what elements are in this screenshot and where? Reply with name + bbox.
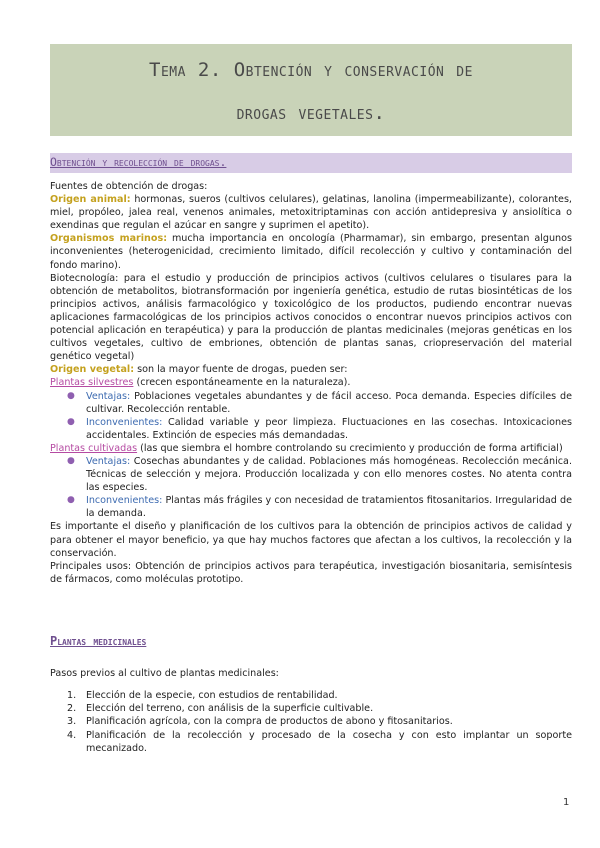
- list-item-text: Planificación agrícola, con la compra de productos de abono y fitosanitarios.: [86, 716, 453, 728]
- label-origen-vegetal: Origen vegetal:: [50, 364, 135, 376]
- list-item-label: Inconvenientes:: [86, 416, 163, 428]
- text-organismos-marinos: mucha importancia en oncología (Pharmamar), sin embargo, presentan algunos inconvenientes (heterogenicidad, crecimiento limitado, difícil recolección y cultivo y contaminación del fondo marino).: [50, 233, 572, 271]
- list-number: 3.: [67, 716, 77, 728]
- list-item: [67, 715, 572, 728]
- list-item-label: Ventajas:: [86, 390, 131, 402]
- list-item: [67, 494, 572, 520]
- bullet-icon: ●: [67, 455, 75, 466]
- paragraph-fuentes: Fuentes de obtención de drogas:: [50, 181, 208, 192]
- title-banner: [50, 44, 572, 136]
- bullet-icon: ●: [67, 495, 75, 506]
- list-item-text: Cosechas abundantes y de calidad. Poblaciones más homogéneas. Recolección mecánica. Técnicas de selección y mejora. Producción localizada y con ello menores costes. No atenta contra las especies.: [86, 455, 572, 494]
- list-item: [67, 390, 572, 416]
- page-title-line-1: Tema 2. Obtención y conservación de: [149, 59, 473, 81]
- list-cultivadas: [50, 455, 572, 520]
- paragraph-pasos-previos: Pasos previos al cultivo de plantas medicinales:: [50, 667, 279, 679]
- page-title-line-2: drogas vegetales.: [236, 102, 386, 124]
- label-plantas-cultivadas: Plantas cultivadas: [50, 442, 138, 454]
- page-number: 1: [563, 797, 570, 808]
- paragraph-organismos-marinos: [50, 232, 572, 271]
- section-heading-text: Obtención y recolección de drogas.: [50, 155, 227, 169]
- list-item-text: Poblaciones vegetales abundantes y de fácil acceso. Poca demanda. Especies difíciles de cultivar. Recolección rentable.: [86, 390, 572, 415]
- list-item: [67, 702, 572, 715]
- section-plantas-body: [50, 657, 572, 755]
- list-item: [67, 416, 572, 442]
- section-obtencion-body: [50, 180, 572, 586]
- paragraph-origen-vegetal: [50, 363, 572, 376]
- list-number: 2.: [67, 703, 77, 715]
- label-origen-animal: Origen animal:: [50, 194, 131, 206]
- paragraph-plantas-cultivadas: [50, 442, 572, 455]
- section-heading-obtencion: [50, 153, 572, 173]
- list-item: [67, 729, 572, 755]
- list-item: [67, 689, 572, 702]
- list-item-label: Ventajas:: [86, 455, 131, 467]
- paragraph-biotecnologia: Biotecnología: para el estudio y producción de principios activos (cultivos celulares o tisulares para la obtención de metabolitos, biotransformación por ingeniería genética, estudio de rutas biosintéticas de los principios activos, análisis farmacológico y toxicológico de los productos, pudiendo encontrar nuevas aplicaciones farmacológicas de los principios activos conocidos o encontrar nuevos principios activos con potencial aplicación en terapéutica) y para la producción de plantas medicinales (mejoras genéticas en los cultivos vegetales, cultivo de embriones, obtención de plantas sanas, criopreservación del material genético vegetal): [50, 272, 572, 363]
- list-pasos: [50, 689, 572, 754]
- paragraph-importante: Es importante el diseño y planificación de los cultivos para la obtención de principios activos de calidad y para obtener el mayor beneficio, ya que hay muchos factores que afectan a los cultivos, la recolección y la conservación.: [50, 521, 572, 559]
- list-item-text: Planificación de la recolección y procesado de la cosecha y con esto implantar un soporte mecanizado.: [86, 729, 572, 754]
- text-plantas-silvestres: (crecen espontáneamente en la naturaleza).: [133, 377, 351, 389]
- text-plantas-cultivadas: (las que siembra el hombre controlando su crecimiento y producción de forma artificial): [137, 442, 563, 454]
- list-item-text: Calidad variable y peor limpieza. Fluctuaciones en las cosechas. Intoxicaciones accidentales. Extinción de especies más demandadas.: [86, 416, 572, 441]
- list-number: 4.: [67, 729, 77, 741]
- label-organismos-marinos: Organismos marinos:: [50, 233, 168, 245]
- paragraph-origen-animal: [50, 193, 572, 232]
- list-silvestres: [50, 390, 572, 442]
- paragraph-plantas-silvestres: [50, 376, 572, 389]
- section-heading-plantas-medicinales: Plantas medicinales: [50, 634, 147, 648]
- text-origen-animal: hormonas, sueros (cultivos celulares), gelatinas, lanolina (impermeabilizante), colorantes, miel, propóleo, jalea real, venenos animales, metoxitriptaminas con acción antidepresiva y ansiolítica o exendinas que regulan el azúcar en sangre y suprimen el apetito).: [50, 194, 572, 232]
- bullet-icon: ●: [67, 416, 75, 427]
- list-item-text: Elección de la especie, con estudios de rentabilidad.: [86, 690, 338, 702]
- list-number: 1.: [67, 690, 77, 702]
- list-item-text: Elección del terreno, con análisis de la superficie cultivable.: [86, 703, 374, 715]
- text-origen-vegetal: son la mayor fuente de drogas, pueden ser:: [134, 364, 348, 376]
- paragraph-principales-usos: Principales usos: Obtención de principios activos para terapéutica, investigación biosanitaria, semisíntesis de fármacos, como moléculas prototipo.: [50, 560, 572, 585]
- bullet-icon: ●: [67, 390, 75, 401]
- list-item: [67, 455, 572, 494]
- list-item-label: Inconvenientes:: [86, 495, 163, 507]
- label-plantas-silvestres: Plantas silvestres: [50, 377, 134, 389]
- list-item-text: Plantas más frágiles y con necesidad de tratamientos fitosanitarios. Irregularidad de la demanda.: [86, 495, 572, 520]
